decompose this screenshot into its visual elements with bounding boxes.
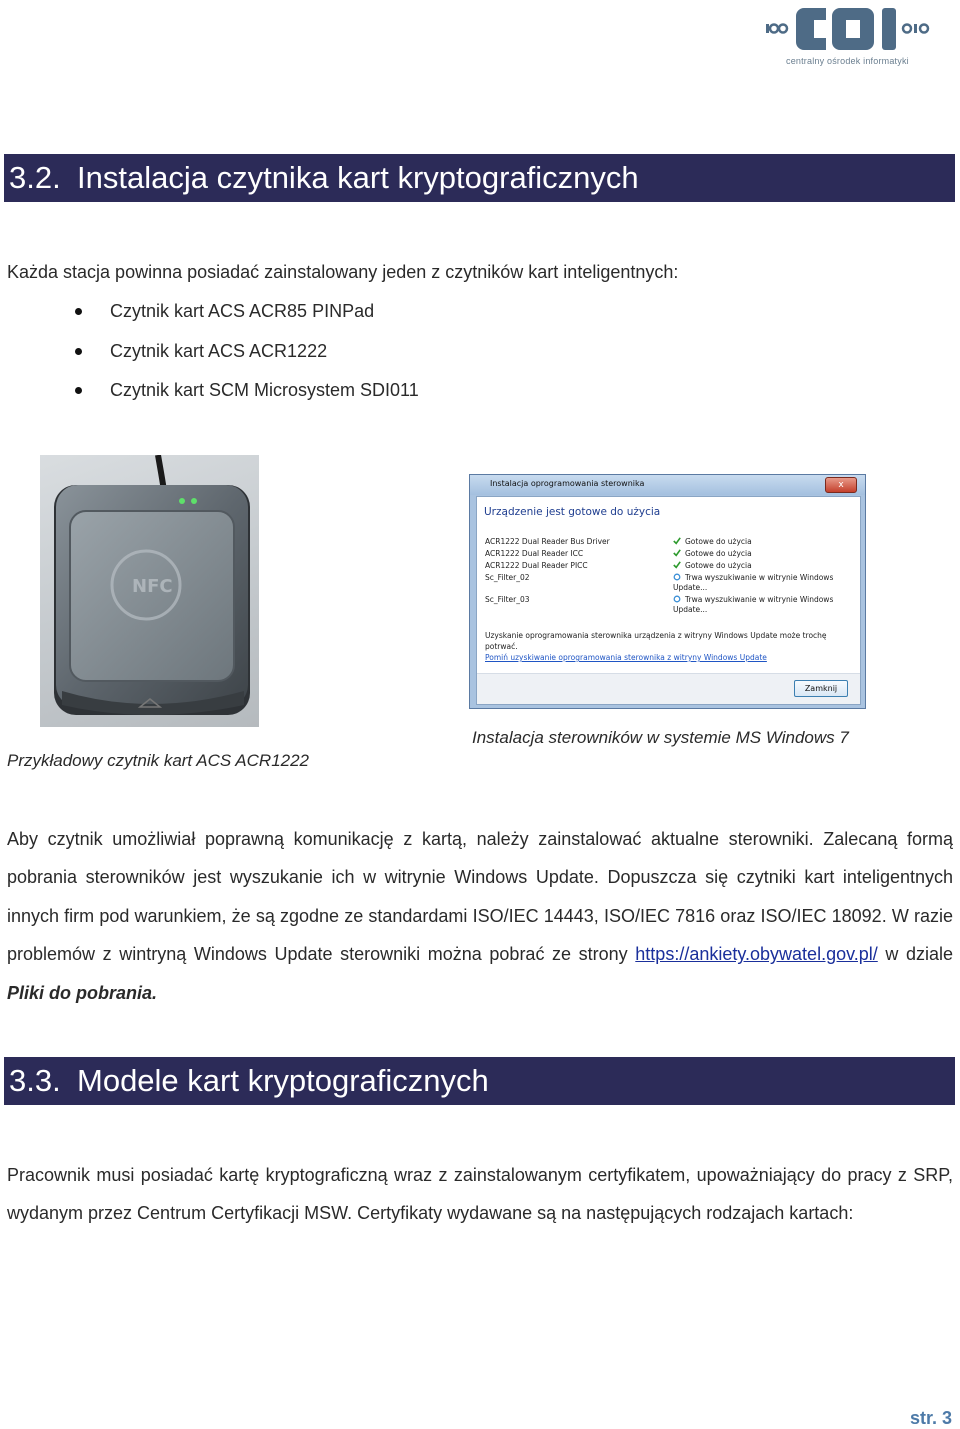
searching-icon: [673, 595, 681, 603]
section-title: Instalacja czytnika kart kryptograficznych: [77, 160, 639, 195]
intro-text: Każda stacja powinna posiadać zainstalowany jeden z czytników kart inteligentnych:: [7, 262, 679, 282]
page-number: str. 3: [909, 1408, 952, 1428]
section-title: Modele kart kryptograficznych: [77, 1063, 489, 1098]
check-icon: [673, 537, 681, 545]
dialog-info-text: Uzyskanie oprogramowania sterownika urządzenia z witryny Windows Update może trochę potrwać.: [485, 631, 827, 651]
coi-logo-mark: [764, 4, 939, 56]
dialog-footer: [477, 673, 860, 704]
device-name: Sc_Filter_02: [485, 573, 530, 582]
dialog-titlebar: [470, 475, 865, 495]
bullet-icon: [75, 348, 82, 355]
device-name: ACR1222 Dual Reader PICC: [485, 561, 588, 570]
section-heading-3-3: [4, 1057, 955, 1105]
list-item: Czytnik kart ACS ACR1222: [70, 336, 419, 376]
dialog-title: Instalacja oprogramowania sterownika: [490, 479, 645, 488]
section-number: 3.2.: [9, 160, 61, 195]
download-site-link[interactable]: https://ankiety.obywatel.gov.pl/: [635, 944, 878, 965]
check-icon: [673, 549, 681, 557]
driver-install-dialog: [469, 474, 866, 709]
dialog-close-button[interactable]: x: [825, 477, 857, 493]
device-status: Trwa wyszukiwanie w witrynie Windows Update...: [673, 573, 834, 592]
dialog-headline: Urządzenie jest gotowe do użycia: [484, 506, 661, 518]
dialog-content: [476, 496, 861, 705]
device-name: Sc_Filter_03: [485, 595, 530, 604]
photo-caption: Przykładowy czytnik kart ACS ACR1222: [7, 751, 310, 770]
svg-text:NFC: NFC: [132, 576, 173, 597]
device-status: Gotowe do użycia: [673, 549, 752, 558]
downloads-section-name: Pliki do pobrania.: [7, 982, 158, 1003]
section-number: 3.3.: [9, 1063, 61, 1098]
device-status: Trwa wyszukiwanie w witrynie Windows Update...: [673, 595, 834, 614]
drivers-text: Aby czytnik umożliwiał poprawną komunikację z kartą, należy zainstalować aktualne sterowniki. Zalecaną formą pobrania sterowników jest wyszukanie ich w witrynie Windows Update. Dopuszcza się czytniki kart inteligentnych innych firm pod warunkiem, że są zgodne ze standardami ISO/IEC 14443, ISO/IEC 7816 oraz ISO/IEC 18092. W razie problemów z wintryną Windows Update sterowniki można pobrać ze strony: [7, 829, 953, 965]
card-reader-photo: [40, 455, 259, 727]
device-name: ACR1222 Dual Reader Bus Driver: [485, 537, 610, 546]
bullet-icon: [75, 387, 82, 394]
skip-windows-update-link[interactable]: Pomiń uzyskiwanie oprogramowania sterownika z witryny Windows Update: [485, 653, 767, 662]
device-status: Gotowe do użycia: [673, 537, 752, 546]
bullet-icon: [75, 308, 82, 315]
screenshot-caption: Instalacja sterowników w systemie MS Windows 7: [472, 728, 849, 747]
reader-list: [70, 296, 419, 415]
card-reader-image: [40, 455, 259, 727]
coi-logo: [764, 4, 939, 70]
dialog-zamknij-button[interactable]: Zamknij: [794, 680, 848, 697]
list-item: Czytnik kart SCM Microsystem SDI011: [70, 375, 419, 415]
cards-paragraph: Pracownik musi posiadać kartę kryptograficzną wraz z zainstalowanym certyfikatem, upoważniający do pracy z SRP, wydanym przez Centrum Certyfikacji MSW. Certyfikaty wydawane są na następujących rodzajach kartach:: [7, 1165, 953, 1224]
list-item: Czytnik kart ACS ACR85 PINPad: [70, 296, 419, 336]
device-name: ACR1222 Dual Reader ICC: [485, 549, 584, 558]
searching-icon: [673, 573, 681, 581]
drivers-paragraph: [7, 820, 953, 1012]
check-icon: [673, 561, 681, 569]
device-status: Gotowe do użycia: [673, 561, 752, 570]
logo-tagline: centralny ośrodek informatyki: [786, 56, 909, 66]
section-heading-3-2: [4, 154, 955, 202]
drivers-text-middle: w dziale: [877, 944, 954, 965]
